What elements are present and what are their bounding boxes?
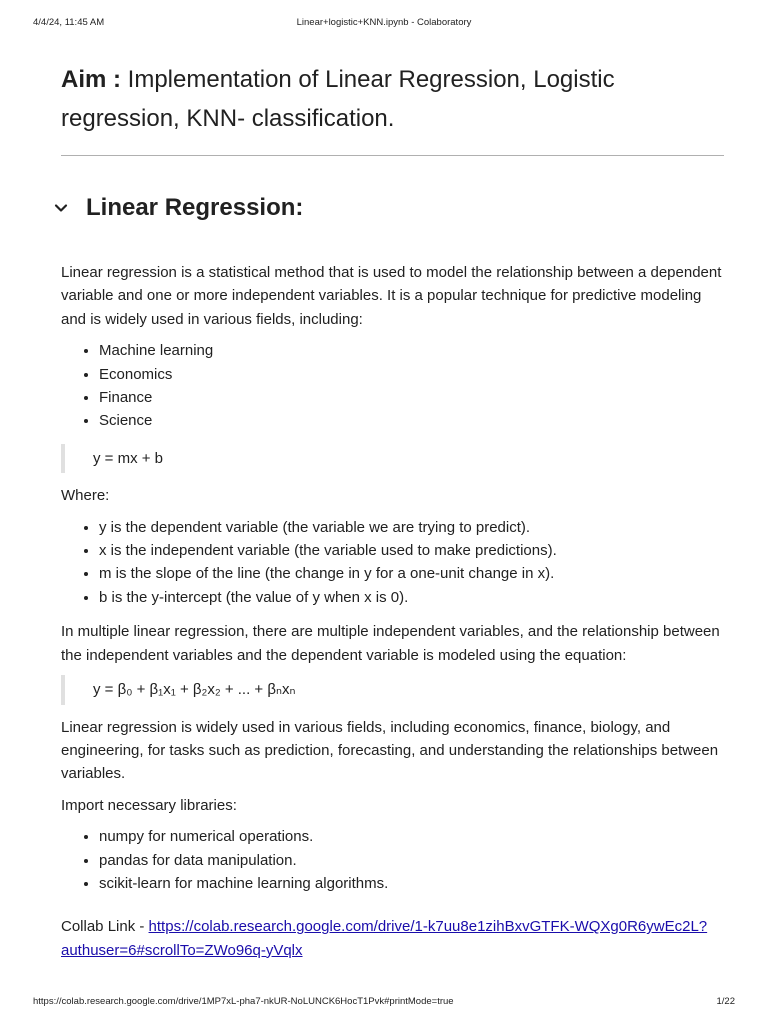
horizontal-rule (61, 155, 724, 156)
equation-multiple: y = β₀ + β₁x₁ + β₂x₂ + ... + βₙxₙ (61, 675, 726, 704)
collab-link[interactable]: https://colab.research.google.com/drive/1-k7uu8e1zihBxvGTFK-WQXg0R6ywEc2L?authuser=6#scrollTo=ZWo96q-yVqlx (61, 918, 708, 959)
page-number: 1/22 (716, 996, 735, 1007)
multiple-regression-paragraph: In multiple linear regression, there are multiple independent variables, and the relationship between the independent variables and the dependent variable is modeled using the equation: (61, 623, 720, 664)
list-item: • m is the slope of the line (the change in y for a one-unit change in x). (99, 562, 726, 585)
print-date: 4/4/24, 11:45 AM (33, 17, 105, 28)
list-item: • Finance (99, 386, 726, 409)
fields-list (61, 339, 726, 433)
collab-label: Collab Link - (61, 918, 149, 936)
print-header (33, 17, 735, 29)
list-item: • Machine learning (99, 339, 726, 362)
print-url: https://colab.research.google.com/drive/1MP7xL-pha7-nkUR-NoLUNCK6HocT1Pvk#printMode=true (33, 996, 454, 1007)
where-label: Where: (61, 487, 110, 505)
usage-paragraph: Linear regression is widely used in various fields, including economics, finance, biology, and engineering, for tasks such as prediction, forecasting, and understanding the relationships between variables. (61, 718, 719, 783)
print-footer (33, 996, 735, 1008)
list-item: • Science (99, 409, 726, 432)
collab-link-line (61, 915, 726, 962)
list-item: • y is the dependent variable (the variable we are trying to predict). (99, 516, 726, 539)
aim-label: Aim : (61, 66, 121, 93)
aim-text: Implementation of Linear Regression, Logistic regression, KNN- classification. (61, 66, 615, 132)
list-item: • x is the independent variable (the variable used to make predictions). (99, 539, 726, 562)
equation-simple: y = mx + b (61, 444, 726, 473)
chevron-down-icon[interactable] (52, 199, 70, 217)
list-item: • scikit-learn for machine learning algorithms. (99, 872, 726, 895)
list-item: • Economics (99, 363, 726, 386)
intro-paragraph: Linear regression is a statistical method that is used to model the relationship between a dependent variable and one or more independent variables. It is a popular technique for predictive modeling and is widely used in various fields, including: (61, 264, 722, 328)
list-item: • b is the y-intercept (the value of y when x is 0). (99, 586, 726, 609)
import-label: Import necessary libraries: (61, 796, 237, 814)
text-cell (61, 261, 726, 970)
aim-heading (61, 60, 701, 138)
list-item: • numpy for numerical operations. (99, 825, 726, 848)
print-title: Linear+logistic+KNN.ipynb - Colaboratory (296, 17, 472, 28)
section-title: Linear Regression: (86, 194, 304, 221)
list-item: • pandas for data manipulation. (99, 849, 726, 872)
libraries-list (61, 825, 726, 895)
where-list (61, 516, 726, 610)
